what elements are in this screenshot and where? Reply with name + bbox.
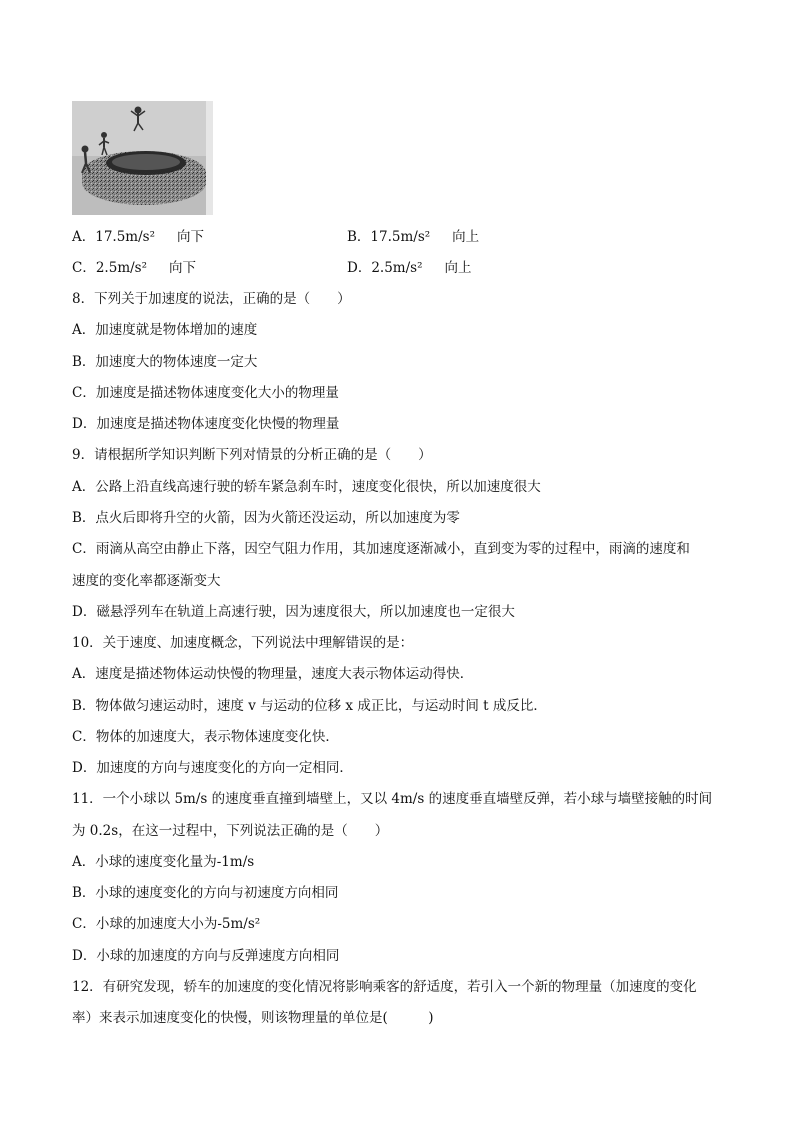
q10-option-a[interactable]: A．速度是描述物体运动快慢的物理量，速度大表示物体运动得快． [72, 666, 474, 682]
q8-stem: 8．下列关于加速度的说法，正确的是（ ） [72, 291, 351, 307]
q10-option-d[interactable]: D．加速度的方向与速度变化的方向一定相同． [72, 760, 353, 776]
option-a-value: 17.5m/s² [95, 229, 155, 245]
q10-option-b[interactable]: B．物体做匀速运动时，速度 v 与运动的位移 x 成正比，与运动时间 t 成反比． [72, 698, 547, 714]
option-d-direction: 向上 [444, 260, 472, 276]
option-a[interactable] [72, 227, 204, 247]
option-c-direction: 向下 [169, 260, 197, 276]
trampoline-photo [72, 101, 213, 215]
q9-option-d[interactable]: D．磁悬浮列车在轨道上高速行驶，因为速度很大，所以加速度也一定很大 [72, 604, 515, 620]
q9-option-c-line2[interactable]: 速度的变化率都逐渐变大 [72, 573, 221, 589]
q10-option-c[interactable]: C．物体的加速度大，表示物体速度变化快． [72, 729, 339, 745]
option-b-label: B． [347, 229, 371, 245]
q12-stem-line2: 率）来表示加速度变化的快慢，则该物理量的单位是( ) [72, 1010, 434, 1026]
q9-option-a[interactable]: A．公路上沿直线高速行驶的轿车紧急刹车时，速度变化很快，所以加速度很大 [72, 479, 541, 495]
option-a-label: A． [72, 229, 96, 245]
option-c[interactable] [72, 258, 196, 278]
q11-option-d[interactable]: D．小球的加速度的方向与反弹速度方向相同 [72, 948, 340, 964]
q9-option-b[interactable]: B．点火后即将升空的火箭，因为火箭还没运动，所以加速度为零 [72, 510, 460, 526]
q11-stem-line2: 为 0.2s，在这一过程中，下列说法正确的是（ ） [72, 823, 389, 839]
option-a-direction: 向下 [177, 229, 204, 245]
option-c-label: C． [72, 260, 96, 276]
q11-option-a[interactable]: A．小球的速度变化量为-1m/s [72, 854, 255, 870]
option-b-direction: 向上 [452, 229, 480, 245]
option-c-value: 2.5m/s² [95, 260, 148, 276]
q9-stem: 9．请根据所学知识判断下列对情景的分析正确的是（ ） [72, 447, 432, 463]
q8-option-d[interactable]: D．加速度是描述物体速度变化快慢的物理量 [72, 416, 340, 432]
q10-stem: 10．关于速度、加速度概念，下列说法中理解错误的是： [72, 635, 414, 651]
q11-option-b[interactable]: B．小球的速度变化的方向与初速度方向相同 [72, 885, 339, 901]
option-d-value: 2.5m/s² [371, 260, 423, 276]
option-d[interactable] [347, 258, 472, 278]
q8-option-c[interactable]: C．加速度是描述物体速度变化大小的物理量 [72, 385, 339, 401]
q11-stem-line1: 11．一个小球以 5m/s 的速度垂直撞到墙壁上，又以 4m/s 的速度垂直墙壁反弹，若小球与墙壁接触的时间 [72, 791, 713, 807]
option-b[interactable] [347, 227, 479, 247]
q8-option-a[interactable]: A．加速度就是物体增加的速度 [72, 322, 258, 338]
q12-stem-line1: 12．有研究发现，轿车的加速度的变化情况将影响乘客的舒适度，若引入一个新的物理量（加速度的变化 [72, 979, 697, 995]
option-b-value: 17.5m/s² [370, 229, 431, 245]
q9-option-c-line1[interactable]: C．雨滴从高空由静止下落，因空气阻力作用，其加速度逐渐减小，直到变为零的过程中，雨滴的速度和 [72, 541, 690, 557]
option-d-label: D． [347, 260, 372, 276]
q8-option-b[interactable]: B．加速度大的物体速度一定大 [72, 354, 258, 370]
q11-option-c[interactable]: C．小球的加速度大小为-5m/s² [72, 916, 261, 932]
